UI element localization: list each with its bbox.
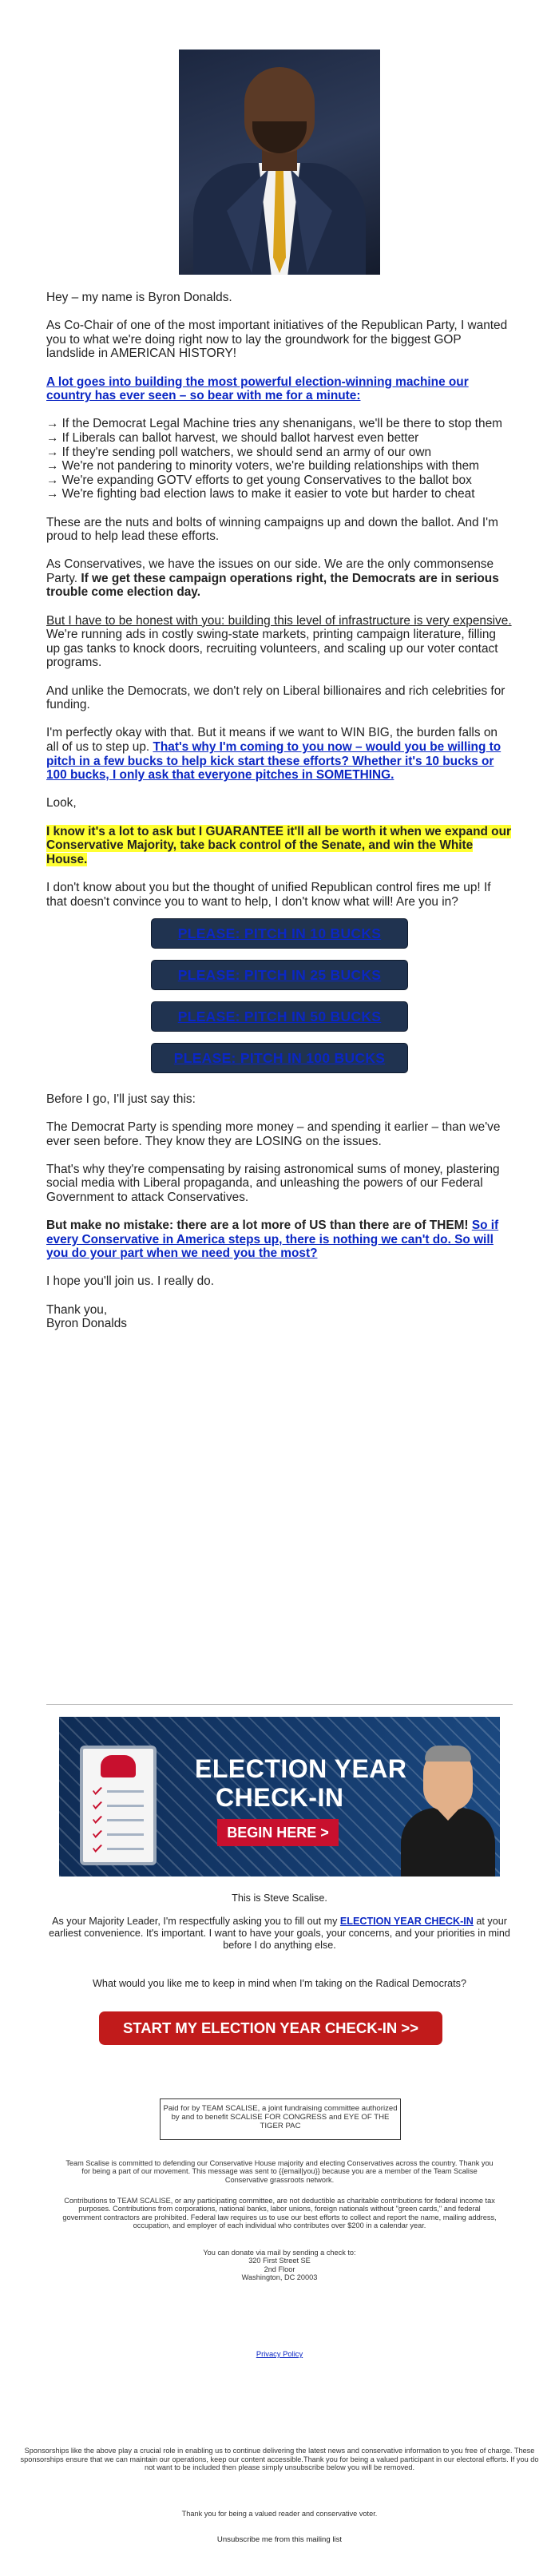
okay-paragraph: [46, 726, 513, 782]
privacy-policy-link[interactable]: Privacy Policy: [256, 2349, 303, 2358]
paid-for-by-box: Paid for by TEAM SCALISE, a joint fundraising committee authorized by and to benefit SCALISE FOR CONGRESS and EYE OF THE TIGER PAC: [160, 2098, 401, 2140]
banner-title-line2: CHECK-IN: [216, 1783, 344, 1812]
clipboard-icon: [80, 1746, 157, 1865]
scalise-question: What would you like me to keep in mind when I'm taking on the Radical Democrats?: [93, 1978, 466, 1989]
scalise-intro: This is Steve Scalise.: [232, 1892, 327, 1904]
contributions-text: Contributions to TEAM SCALISE, or any participating committee, are not deductible as charitable contributions for federal income tax purposes. Contributions from corporations, national banks, labor unions, foreign nationals without "green cards," and federal government contractors are prohibited. Federal law requires us to use our best efforts to collect and report the name, mailing address, occupation, and employer of each individual who contributes over $200 in a calendar year.: [62, 2197, 497, 2230]
do-your-part-link[interactable]: So if every Conservative in America steps up, there is nothing we can't do. So will you do your part when we need you the most?: [46, 1219, 499, 1261]
pitch-in-link[interactable]: That's why I'm coming to you now – would you be willing to pitch in a few bucks to help kick start these efforts? Whether it's 10 bucks or 100 bucks, I only ask that everyone pitches in SOMETHING.: [46, 740, 502, 783]
nuts-paragraph: These are the nuts and bolts of winning campaigns up and down the ballot. And I'm proud to help lead these efforts.: [46, 515, 498, 544]
begin-here-button[interactable]: BEGIN HERE >: [217, 1819, 339, 1846]
pitch-100-button[interactable]: PLEASE: PITCH IN 100 BUCKS: [151, 1043, 408, 1073]
mail-intro: You can donate via mail by sending a check to:: [203, 2249, 356, 2257]
issues-text: As Conservatives, we have the issues on our side. We are the only commonsense Party.: [46, 557, 494, 585]
honest-text: We're running ads in costly swing-state markets, printing campaign literature, filling up gas tanks to knock doors, recruiting volunteers, and scaling up our voter contact programs.: [46, 628, 498, 670]
intro-paragraph: As Co-Chair of one of the most important initiatives of the Republican Party, I wanted you to what we're doing right now to lay the groundwork for the biggest GOP landslide in AMERICAN HISTORY!: [46, 319, 508, 361]
before-paragraph: Before I go, I'll just say this:: [46, 1092, 196, 1106]
unsubscribe-link[interactable]: Unsubscribe me from this mailing list: [216, 2535, 343, 2544]
thanks-text: Thank you,: [46, 1302, 108, 1317]
machine-link[interactable]: A lot goes into building the most powerful election-winning machine our country has ever seen – so bear with me for a minute:: [46, 375, 469, 403]
election-check-in-banner[interactable]: [59, 1717, 500, 1877]
address-line: 320 First Street SE: [248, 2257, 311, 2265]
hope-paragraph: I hope you'll join us. I really do.: [46, 1274, 214, 1289]
mistake-bold-text: But make no mistake: there are a lot more of US than there are of THEM!: [46, 1219, 469, 1233]
okay-text: I'm perfectly okay with that. But it means if we want to WIN BIG, the burden falls on all of us to step up.: [46, 726, 498, 754]
greeting: Hey – my name is Byron Donalds.: [46, 291, 232, 304]
ask-text-post: at your earliest convenience. It's important. I want to have your goals, your concerns, and your priorities in mind before I do anything else.: [49, 1916, 510, 1951]
bullet-item: → We're fighting bad election laws to make it easier to vote but harder to cheat: [46, 487, 475, 501]
ask-text-pre: As your Majority Leader, I'm respectfully asking you to fill out my: [52, 1916, 340, 1927]
pitch-50-button[interactable]: PLEASE: PITCH IN 50 BUCKS: [151, 1001, 408, 1032]
issues-paragraph: [46, 557, 513, 600]
honest-underlined-text: But I have to be honest with you: building this level of infrastructure is very expensive.: [46, 613, 512, 628]
bullet-item: → If Liberals can ballot harvest, we should ballot harvest even better: [46, 430, 419, 445]
scalise-ask: [46, 1916, 513, 1951]
look-paragraph: Look,: [46, 796, 77, 810]
address-line: Washington, DC 20003: [241, 2273, 318, 2282]
section-divider: [46, 1704, 513, 1705]
donation-buttons: [46, 918, 513, 1073]
byron-donalds-photo: [179, 50, 380, 275]
start-check-in-button[interactable]: START MY ELECTION YEAR CHECK-IN >>: [99, 2011, 442, 2045]
bullet-item: → We're not pandering to minority voters, we're building relationships with them: [46, 459, 479, 474]
bullet-list: [46, 417, 513, 501]
guarantee-highlight: I know it's a lot to ask but I GUARANTEE it'll all be worth it when we expand our Conservative Majority, take back control of the Senate, and win the White House.: [46, 824, 511, 866]
sponsorship-text: Sponsorships like the above play a crucial role in enabling us to continue delivering the latest news and conservative information to you free of charge. These sponsorships ensure that we can maintain our operations, keep our content accessible.Thank you for being a valued participant in our electoral efforts. If you do not want to be included then please simply unsubscribe below you will be removed.: [20, 2447, 539, 2472]
issues-bold-text: If we get these campaign operations right, the Democrats are in serious trouble come election day.: [46, 571, 499, 600]
pitch-10-button[interactable]: PLEASE: PITCH IN 10 BUCKS: [151, 918, 408, 949]
election-check-in-link[interactable]: ELECTION YEAR CHECK-IN: [339, 1916, 474, 1927]
commitment-text: Team Scalise is committed to defending our Conservative House majority and electing Conservatives across the country. Thank you for being a part of our movement. This message was sent to {{email|you}} because you are a member of the Team Scalise Conservative grassroots network.: [65, 2159, 494, 2184]
honest-paragraph: [46, 614, 513, 670]
reader-thanks: Thank you for being a valued reader and conservative voter.: [181, 2510, 378, 2518]
bullet-item: → We're expanding GOTV efforts to get young Conservatives to the ballot box: [46, 473, 472, 487]
steve-scalise-photo: [401, 1734, 495, 1877]
spending-paragraph: The Democrat Party is spending more money – and spending it earlier – than we've ever seen before. They know they are LOSING on the issues.: [46, 1120, 501, 1148]
hero-photo-wrap: [0, 0, 559, 275]
signoff: [46, 1303, 513, 1331]
banner-title-line1: ELECTION YEAR: [195, 1754, 407, 1783]
unlike-paragraph: And unlike the Democrats, we don't rely on Liberal billionaires and rich celebrities for funding.: [46, 684, 505, 712]
mistake-paragraph: [46, 1219, 513, 1261]
letter-body: [46, 275, 513, 1331]
signature: Byron Donalds: [46, 1317, 127, 1331]
address-line: 2nd Floor: [264, 2265, 295, 2273]
compensating-paragraph: That's why they're compensating by raising astronomical sums of money, plastering social media with Liberal propaganda, and unleashing the powers of our Federal Government to attack Conservatives.: [46, 1162, 500, 1204]
pitch-25-button[interactable]: PLEASE: PITCH IN 25 BUCKS: [151, 960, 408, 990]
bullet-item: → If the Democrat Legal Machine tries any shenanigans, we'll be there to stop them: [46, 417, 502, 431]
bullet-item: → If they're sending poll watchers, we should send an army of our own: [46, 445, 432, 459]
gop-elephant-icon: [101, 1755, 136, 1777]
mailing-address: [62, 2249, 497, 2282]
unified-paragraph: I don't know about you but the thought of unified Republican control fires me up! If that doesn't convince you to want to help, I don't know what will! Are you in?: [46, 880, 491, 909]
